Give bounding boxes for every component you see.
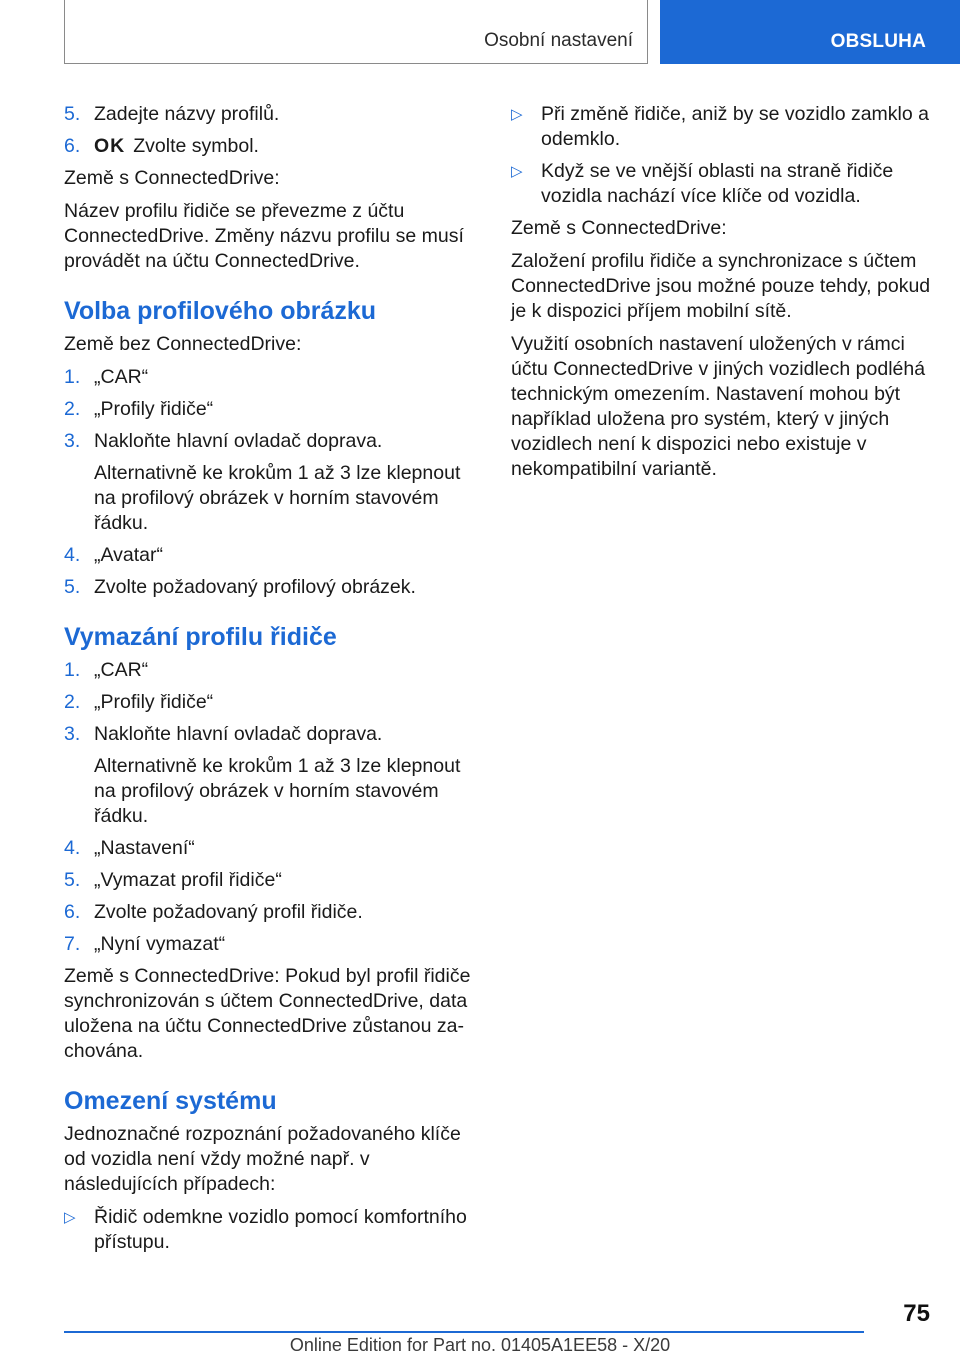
list-number: 4. xyxy=(64,837,81,859)
footer-divider xyxy=(64,1331,864,1333)
list-text: „Nastavení“ xyxy=(94,837,195,859)
list-item xyxy=(64,868,482,893)
paragraph: Název profilu řidiče se převezme z účtu ConnectedDrive. Změny názvu profilu se musí provádět na účtu ConnectedDrive. xyxy=(64,200,464,272)
list-item xyxy=(64,836,482,861)
list-text: „CAR“ xyxy=(94,659,149,681)
list-number: 1. xyxy=(64,366,81,388)
list-number: 5. xyxy=(64,576,81,598)
paragraph: Jednoznačné rozpoznání požadovaného klíče od vozidla není vždy možné např. v následujících případech: xyxy=(64,1123,461,1195)
paragraph: Využití osobních nastavení uložených v rámci účtu ConnectedDrive v jiných vozidlech podléhá technickým omezením. Nastavení mohou být například uložena pro systém, který v jiných vozidlech není k dispozici nebo existuje v nekompatibilní variantě. xyxy=(511,333,926,480)
bullet-item xyxy=(511,102,931,152)
list-number: 3. xyxy=(64,723,81,745)
list-number: 5. xyxy=(64,869,81,891)
section-heading: Omezení systému xyxy=(64,1087,277,1115)
section-heading: Volba profilového obrázku xyxy=(64,297,377,325)
list-item xyxy=(64,429,482,454)
list-number: 2. xyxy=(64,691,81,713)
paragraph: Země s ConnectedDrive: Pokud byl profil řidiče synchronizován s účtem ConnectedDrive, data uložena na účtu ConnectedDrive zůstanou zachována. xyxy=(64,965,471,1062)
list-text: Nakloňte hlavní ovladač doprava. xyxy=(94,723,383,745)
list-item xyxy=(64,722,482,747)
list-number: 6. xyxy=(64,135,81,157)
bullet-item xyxy=(511,159,931,209)
list-item xyxy=(64,102,482,127)
list-text: Zvolte symbol. xyxy=(133,135,259,157)
left-column xyxy=(64,102,482,1262)
list-item xyxy=(64,575,482,600)
list-item xyxy=(64,134,482,159)
paragraph: Založení profilu řidiče a synchronizace s účtem ConnectedDrive jsou možné pouze tehdy, pokud je k dispozici příjem mobilní sítě. xyxy=(511,250,931,322)
header-frame xyxy=(64,0,648,64)
paragraph: Země bez ConnectedDrive: xyxy=(64,333,302,355)
section-tab xyxy=(660,0,960,64)
list-text: „Profily řidiče“ xyxy=(94,691,214,713)
list-number: 6. xyxy=(64,901,81,923)
page-number: 75 xyxy=(903,1300,930,1327)
list-text: Zvolte požadovaný profilový obrázek. xyxy=(94,576,416,598)
list-number: 1. xyxy=(64,659,81,681)
list-text: „CAR“ xyxy=(94,366,149,388)
bullet-item xyxy=(64,1205,482,1255)
paragraph: Země s ConnectedDrive: xyxy=(511,217,727,239)
list-number: 3. xyxy=(64,430,81,452)
paragraph: Země s ConnectedDrive: xyxy=(64,167,280,189)
ok-icon: OK xyxy=(94,135,126,157)
right-column xyxy=(511,102,931,490)
footer-edition: Online Edition for Part no. 01405A1EE58 - X/20 xyxy=(289,1335,671,1355)
list-text: Zvolte požadovaný profil řidiče. xyxy=(94,901,363,923)
list-text: „Vymazat profil řidiče“ xyxy=(94,869,282,891)
triangle-bullet-icon: ▷ xyxy=(64,1209,76,1226)
list-text: Zadejte názvy profilů. xyxy=(94,103,280,125)
list-number: 5. xyxy=(64,103,81,125)
list-number: 4. xyxy=(64,544,81,566)
list-text: „Nyní vymazat“ xyxy=(94,933,226,955)
section-heading: Vymazání profilu řidiče xyxy=(64,623,337,651)
list-item xyxy=(64,658,482,683)
bullet-text: Při změně řidiče, aniž by se vozidlo zamklo a odemklo. xyxy=(541,103,929,150)
list-text: „Profily řidiče“ xyxy=(94,398,214,420)
list-item xyxy=(64,932,482,957)
list-text: Nakloňte hlavní ovladač doprava. xyxy=(94,430,383,452)
list-continuation: Alternativně ke krokům 1 až 3 lze klepnout na profilový obrázek v horním stavovém řádku. xyxy=(94,755,461,827)
list-item xyxy=(64,543,482,568)
list-number: 2. xyxy=(64,398,81,420)
triangle-bullet-icon: ▷ xyxy=(511,106,523,123)
list-item xyxy=(64,900,482,925)
header-title: Osobní nastavení xyxy=(484,30,633,51)
list-text: „Avatar“ xyxy=(94,544,163,566)
section-tab-label: OBSLUHA xyxy=(830,31,926,52)
list-continuation: Alternativně ke krokům 1 až 3 lze klepnout na profilový obrázek v horním stavovém řádku. xyxy=(94,462,461,534)
list-item xyxy=(64,365,482,390)
triangle-bullet-icon: ▷ xyxy=(511,163,523,180)
bullet-text: Když se ve vnější oblasti na straně řidiče vozidla nachází více klíče od vozidla. xyxy=(541,160,894,207)
bullet-text: Řidič odemkne vozidlo pomocí komfortního přístupu. xyxy=(94,1206,467,1253)
list-number: 7. xyxy=(64,933,81,955)
list-item xyxy=(64,397,482,422)
list-item xyxy=(64,690,482,715)
